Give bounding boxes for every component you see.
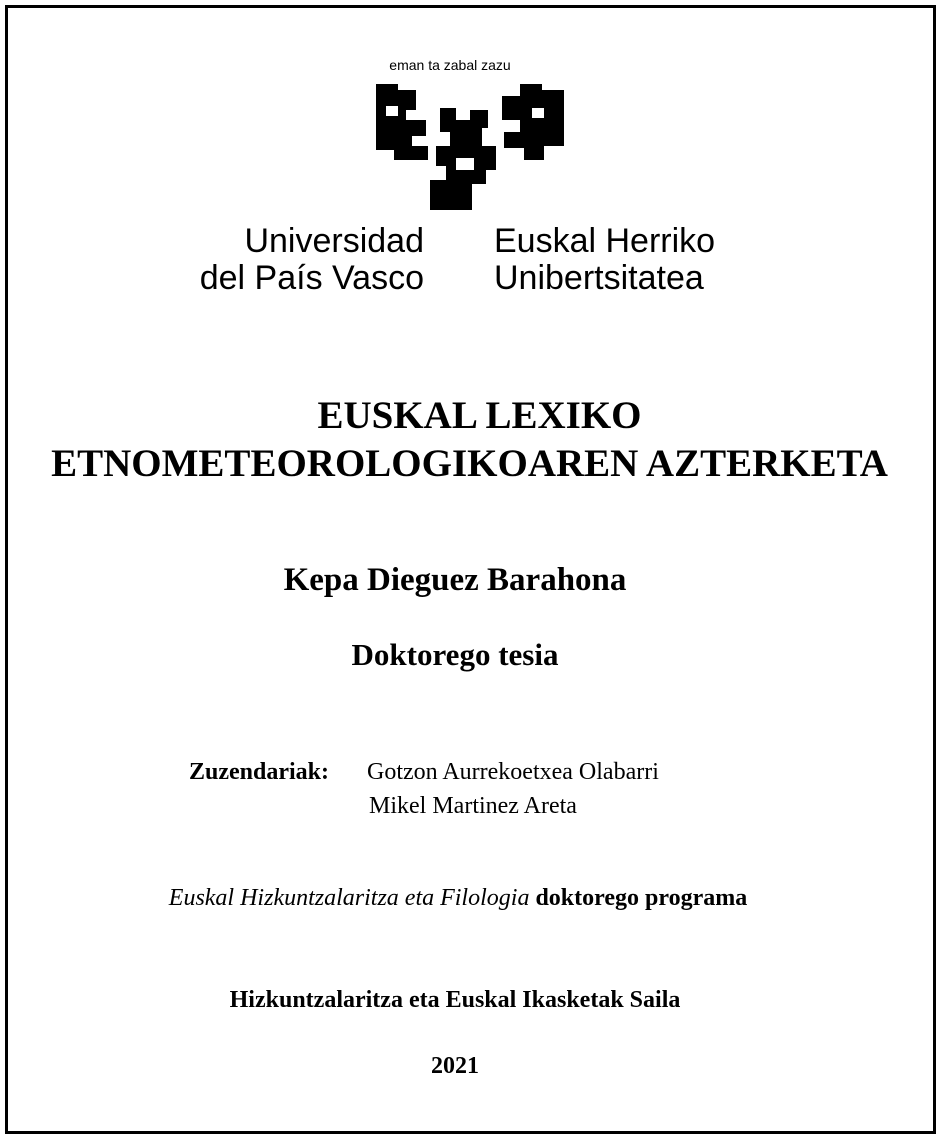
university-name-es-line1: Universidad	[244, 222, 424, 260]
thesis-title-line2: ETNOMETEOROLOGIKOAREN AZTERKETA	[51, 442, 888, 485]
year: 2021	[431, 1053, 479, 1079]
thesis-title-line1: EUSKAL LEXIKO	[317, 394, 642, 437]
director-name: Gotzon Aurrekoetxea Olabarri	[367, 759, 659, 785]
doctoral-program	[0, 885, 916, 912]
department: Hizkuntzalaritza eta Euskal Ikasketak Saila	[229, 987, 681, 1013]
university-name-es-line2: del País Vasco	[199, 259, 424, 297]
program-suffix: doktorego programa	[529, 885, 748, 911]
university-motto: eman ta zabal zazu	[389, 57, 511, 73]
university-name-eu-line2: Unibertsitatea	[494, 259, 704, 297]
directors-label: Zuzendariak:	[189, 759, 330, 785]
director-name: Mikel Martinez Areta	[369, 793, 577, 819]
university-name-basque	[494, 223, 814, 297]
thesis-type: Doktorego tesia	[351, 637, 559, 672]
thesis-author: Kepa Dieguez Barahona	[283, 562, 627, 598]
program-name: Euskal Hizkuntzalaritza eta Filologia	[168, 885, 530, 911]
university-name-eu-line1: Euskal Herriko	[494, 222, 716, 260]
university-name-spanish	[130, 223, 424, 297]
upv-ehu-tree-logo-icon	[370, 80, 570, 212]
